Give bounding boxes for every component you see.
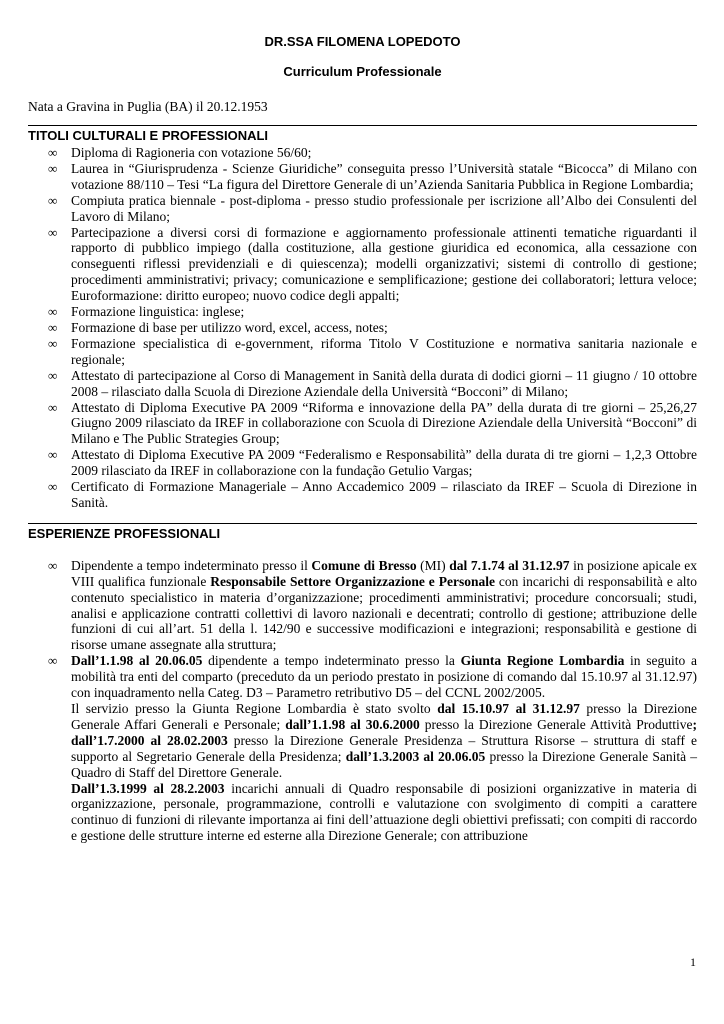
- list-item: ∞ Laurea in “Giurisprudenza - Scienze Giuridiche” conseguita presso l’Università statale “Bicocca” di Milano con votazione 88/110 – Tesi “La figura del Direttore Generale di un’Azienda Sanitaria Pubblica in Regione Lombardia;: [48, 160, 697, 192]
- document-page: [28, 34, 697, 844]
- paragraph: Dall’1.1.98 al 20.06.05 dipendente a tempo indeterminato presso la Giunta Regione Lombardia in seguito a mobilità tra enti del comparto (preceduto da un periodo prestato in posizione di comando dal 15.10.97 al 31.12.97) con inquadramento nella Categ. D3 – Parametro retributivo D5 – del CCNL 2002/2005.: [71, 653, 697, 701]
- infinity-bullet-icon: ∞: [48, 447, 58, 463]
- list-item: ∞ Attestato di Diploma Executive PA 2009 “Riforma e innovazione della PA” della durata di tre giorni – 25,26,27 Giugno 2009 rilasciato da IREF in collaborazione con Scuola di Direzione Aziendale della Università “Bocconi” di Milano e The Public Strategies Group;: [48, 399, 697, 447]
- page-number: 1: [690, 955, 696, 969]
- document-subtitle: Curriculum Professionale: [283, 64, 442, 79]
- infinity-bullet-icon: ∞: [48, 367, 58, 383]
- infinity-bullet-icon: ∞: [48, 399, 58, 415]
- list-item: ∞ Certificato di Formazione Manageriale – Anno Accademico 2009 – rilasciato da IREF – Scuola di Direzione in Sanità.: [48, 479, 697, 510]
- infinity-bullet-icon: ∞: [48, 653, 58, 669]
- infinity-bullet-icon: ∞: [48, 557, 58, 573]
- infinity-bullet-icon: ∞: [48, 319, 58, 335]
- list-item: [28, 653, 697, 844]
- list-item: ∞ Formazione specialistica di e-government, riforma Titolo V Costituzione e normativa sanitaria nazionale e regionale;: [48, 335, 697, 367]
- section-titoli: [28, 125, 697, 511]
- section-heading-titoli: TITOLI CULTURALI E PROFESSIONALI: [28, 128, 269, 143]
- infinity-bullet-icon: ∞: [48, 192, 58, 208]
- list-item: ∞ Formazione di base per utilizzo word, excel, access, notes;: [48, 319, 388, 335]
- list-item: ∞ Diploma di Ragioneria con votazione 56/60;: [48, 145, 312, 160]
- birth-info: Nata a Gravina in Puglia (BA) il 20.12.1953: [28, 99, 268, 114]
- list-item: ∞ Compiuta pratica biennale - post-diploma - presso studio professionale per iscrizione all’Albo dei Consulenti del Lavoro di Milano;: [48, 192, 697, 224]
- section-esperienze: [28, 523, 697, 844]
- section-heading-esperienze: ESPERIENZE PROFESSIONALI: [28, 525, 221, 541]
- titoli-list: [28, 145, 697, 511]
- paragraph: Il servizio presso la Giunta Regione Lombardia è stato svolto dal 15.10.97 al 31.12.97 presso la Direzione Generale Affari Generali e Personale; dall’1.1.98 al 30.6.2000 presso la Direzione Generale Attività Produttive; dall’1.7.2000 al 28.02.2003 presso la Direzione Generale Presidenza – Struttura Risorse – struttura di staff e supporto al Segretario Generale della Presidenza; dall’1.3.2003 al 20.06.05 presso la Direzione Generale Sanità – Quadro di Staff del Direttore Generale.: [71, 701, 697, 780]
- infinity-bullet-icon: ∞: [48, 304, 58, 320]
- esperienze-list: [28, 558, 697, 844]
- list-item: ∞ Partecipazione a diversi corsi di formazione e aggiornamento professionale attinenti tematiche riguardanti il rapporto di pubblico impiego (dalla costituzione, alla gestione giuridica ed economica, alla cessazione con conseguenti riflessi previdenziali e di quiescenza); modelli organizzativi; sistemi di controllo di gestione; procedimenti amministrativi; privacy; comunicazione e semplificazione; gestione dei collaboratori; lettura veloce; Euroformazione: diritto europeo; nuovo codice degli appalti;: [48, 224, 697, 304]
- infinity-bullet-icon: ∞: [48, 335, 58, 351]
- author-name: DR.SSA FILOMENA LOPEDOTO: [264, 34, 461, 49]
- infinity-bullet-icon: ∞: [48, 479, 58, 495]
- infinity-bullet-icon: ∞: [48, 160, 58, 176]
- paragraph: Dall’1.3.1999 al 28.2.2003 incarichi annuali di Quadro responsabile di posizioni organizzative in materia di organizzazione, personale, programmazione, controlli e valutazione con svolgimento di compiti a carattere continuo di funzioni di rilevante importanza ai fini dell’attuazione degli obiettivi prefissati; con compiti di raccordo e gestione delle strutture interne ed esterne alla Direzione Generale; con attribuzione: [71, 780, 697, 844]
- infinity-bullet-icon: ∞: [48, 224, 58, 240]
- list-item: ∞ Dipendente a tempo indeterminato presso il Comune di Bresso (MI) dal 7.1.74 al 31.12.97 in posizione apicale ex VIII qualifica funzionale Responsabile Settore Organizzazione e Personale con incarichi di responsabilità e alto contenuto specialistico in materia d’organizzazione; procedimenti amministrativi; procedure concorsuali; studi, analisi e applicazione contratti collettivi di lavoro nazionali e decentrati; controllo di gestione; attribuzione delle funzioni di cui all’art. 51 della l. 142/90 e successive modificazioni e integrazioni; responsabilità e gestione di risorse umane assegnate alla struttura;: [48, 557, 698, 653]
- list-item: ∞ Attestato di partecipazione al Corso di Management in Sanità della durata di dodici giorni – 11 giugno / 10 ottobre 2008 – rilasciato dalla Scuola di Direzione Aziendale della Università “Bocconi” di Milano;: [48, 367, 697, 399]
- infinity-bullet-icon: ∞: [48, 145, 58, 160]
- list-item: ∞ Formazione linguistica: inglese;: [48, 304, 245, 320]
- list-item: ∞ Attestato di Diploma Executive PA 2009 “Federalismo e Responsabilità” della durata di tre giorni – 1,2,3 Ottobre 2009 rilasciato da IREF in collaborazione con la fundação Getulio Vargas;: [48, 447, 697, 479]
